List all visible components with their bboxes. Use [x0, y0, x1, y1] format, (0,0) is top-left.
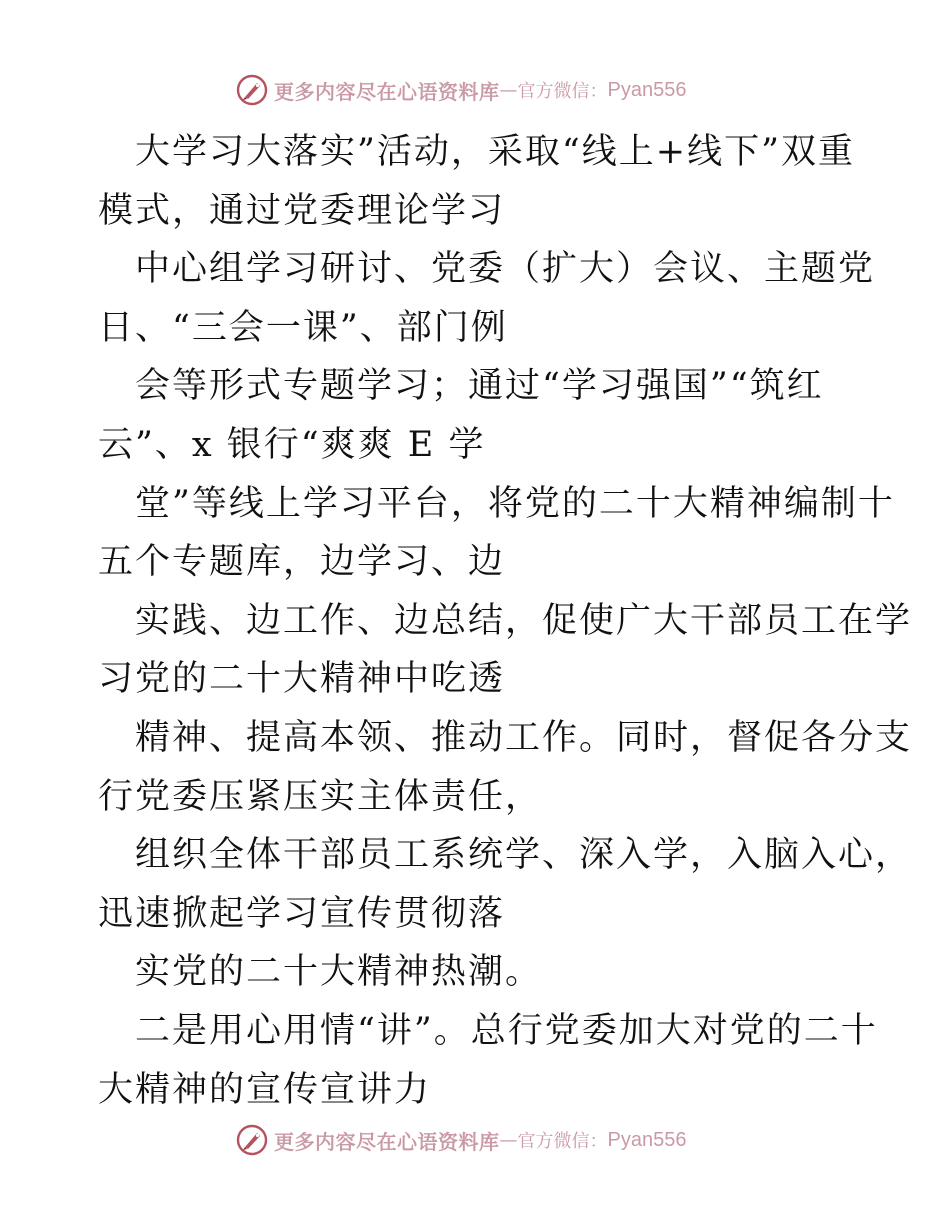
text-line: 精神、提高本领、推动工作。同时，督促各分支: [135, 717, 913, 758]
text-line: 堂”等线上学习平台，将党的二十大精神编制十: [135, 483, 895, 524]
document-body: [98, 123, 913, 1119]
watermark-sub-text: 官方微信：: [517, 1131, 608, 1152]
watermark-sub-text: 官方微信：: [517, 81, 608, 102]
text-line: 行党委压紧压实主体责任，: [98, 776, 543, 817]
header-watermark: [236, 73, 686, 107]
quill-pen-circle-logo-icon: [236, 74, 268, 106]
watermark-dash: —: [499, 79, 518, 101]
quill-pen-circle-logo-icon: [236, 1124, 268, 1156]
text-line: 组织全体干部员工系统学、深入学，入脑入心，: [135, 835, 913, 876]
footer-watermark: [236, 1123, 686, 1157]
text-line: 云”、x 银行“爽爽 E 学: [98, 424, 486, 465]
text-line: 大精神的宣传宣讲力: [98, 1069, 432, 1110]
watermark-wechat-id: Pyan556: [607, 78, 687, 101]
watermark-wechat-id: Pyan556: [607, 1128, 687, 1151]
watermark-main-text: 更多内容尽在心语资料库: [274, 1129, 500, 1154]
text-line: 会等形式专题学习；通过“学习强国”“筑红: [135, 366, 824, 407]
text-line: 中心组学习研讨、党委（扩大）会议、主题党: [135, 249, 876, 290]
text-line: 日、“三会一课”、部门例: [98, 307, 508, 348]
text-line: 实党的二十大精神热潮。: [135, 952, 543, 993]
text-line: 五个专题库，边学习、边: [98, 542, 506, 583]
text-line: 模式，通过党委理论学习: [98, 190, 506, 231]
text-line: 二是用心用情“讲”。总行党委加大对党的二十: [135, 1010, 878, 1051]
text-line: 习党的二十大精神中吃透: [98, 659, 506, 700]
watermark-main-text: 更多内容尽在心语资料库: [274, 79, 500, 104]
text-line: 迅速掀起学习宣传贯彻落: [98, 893, 506, 934]
text-line: 实践、边工作、边总结，促使广大干部员工在学: [135, 600, 913, 641]
text-line: 大学习大落实”活动，采取“线上+线下”双重: [135, 132, 856, 172]
watermark-dash: —: [499, 1129, 518, 1151]
